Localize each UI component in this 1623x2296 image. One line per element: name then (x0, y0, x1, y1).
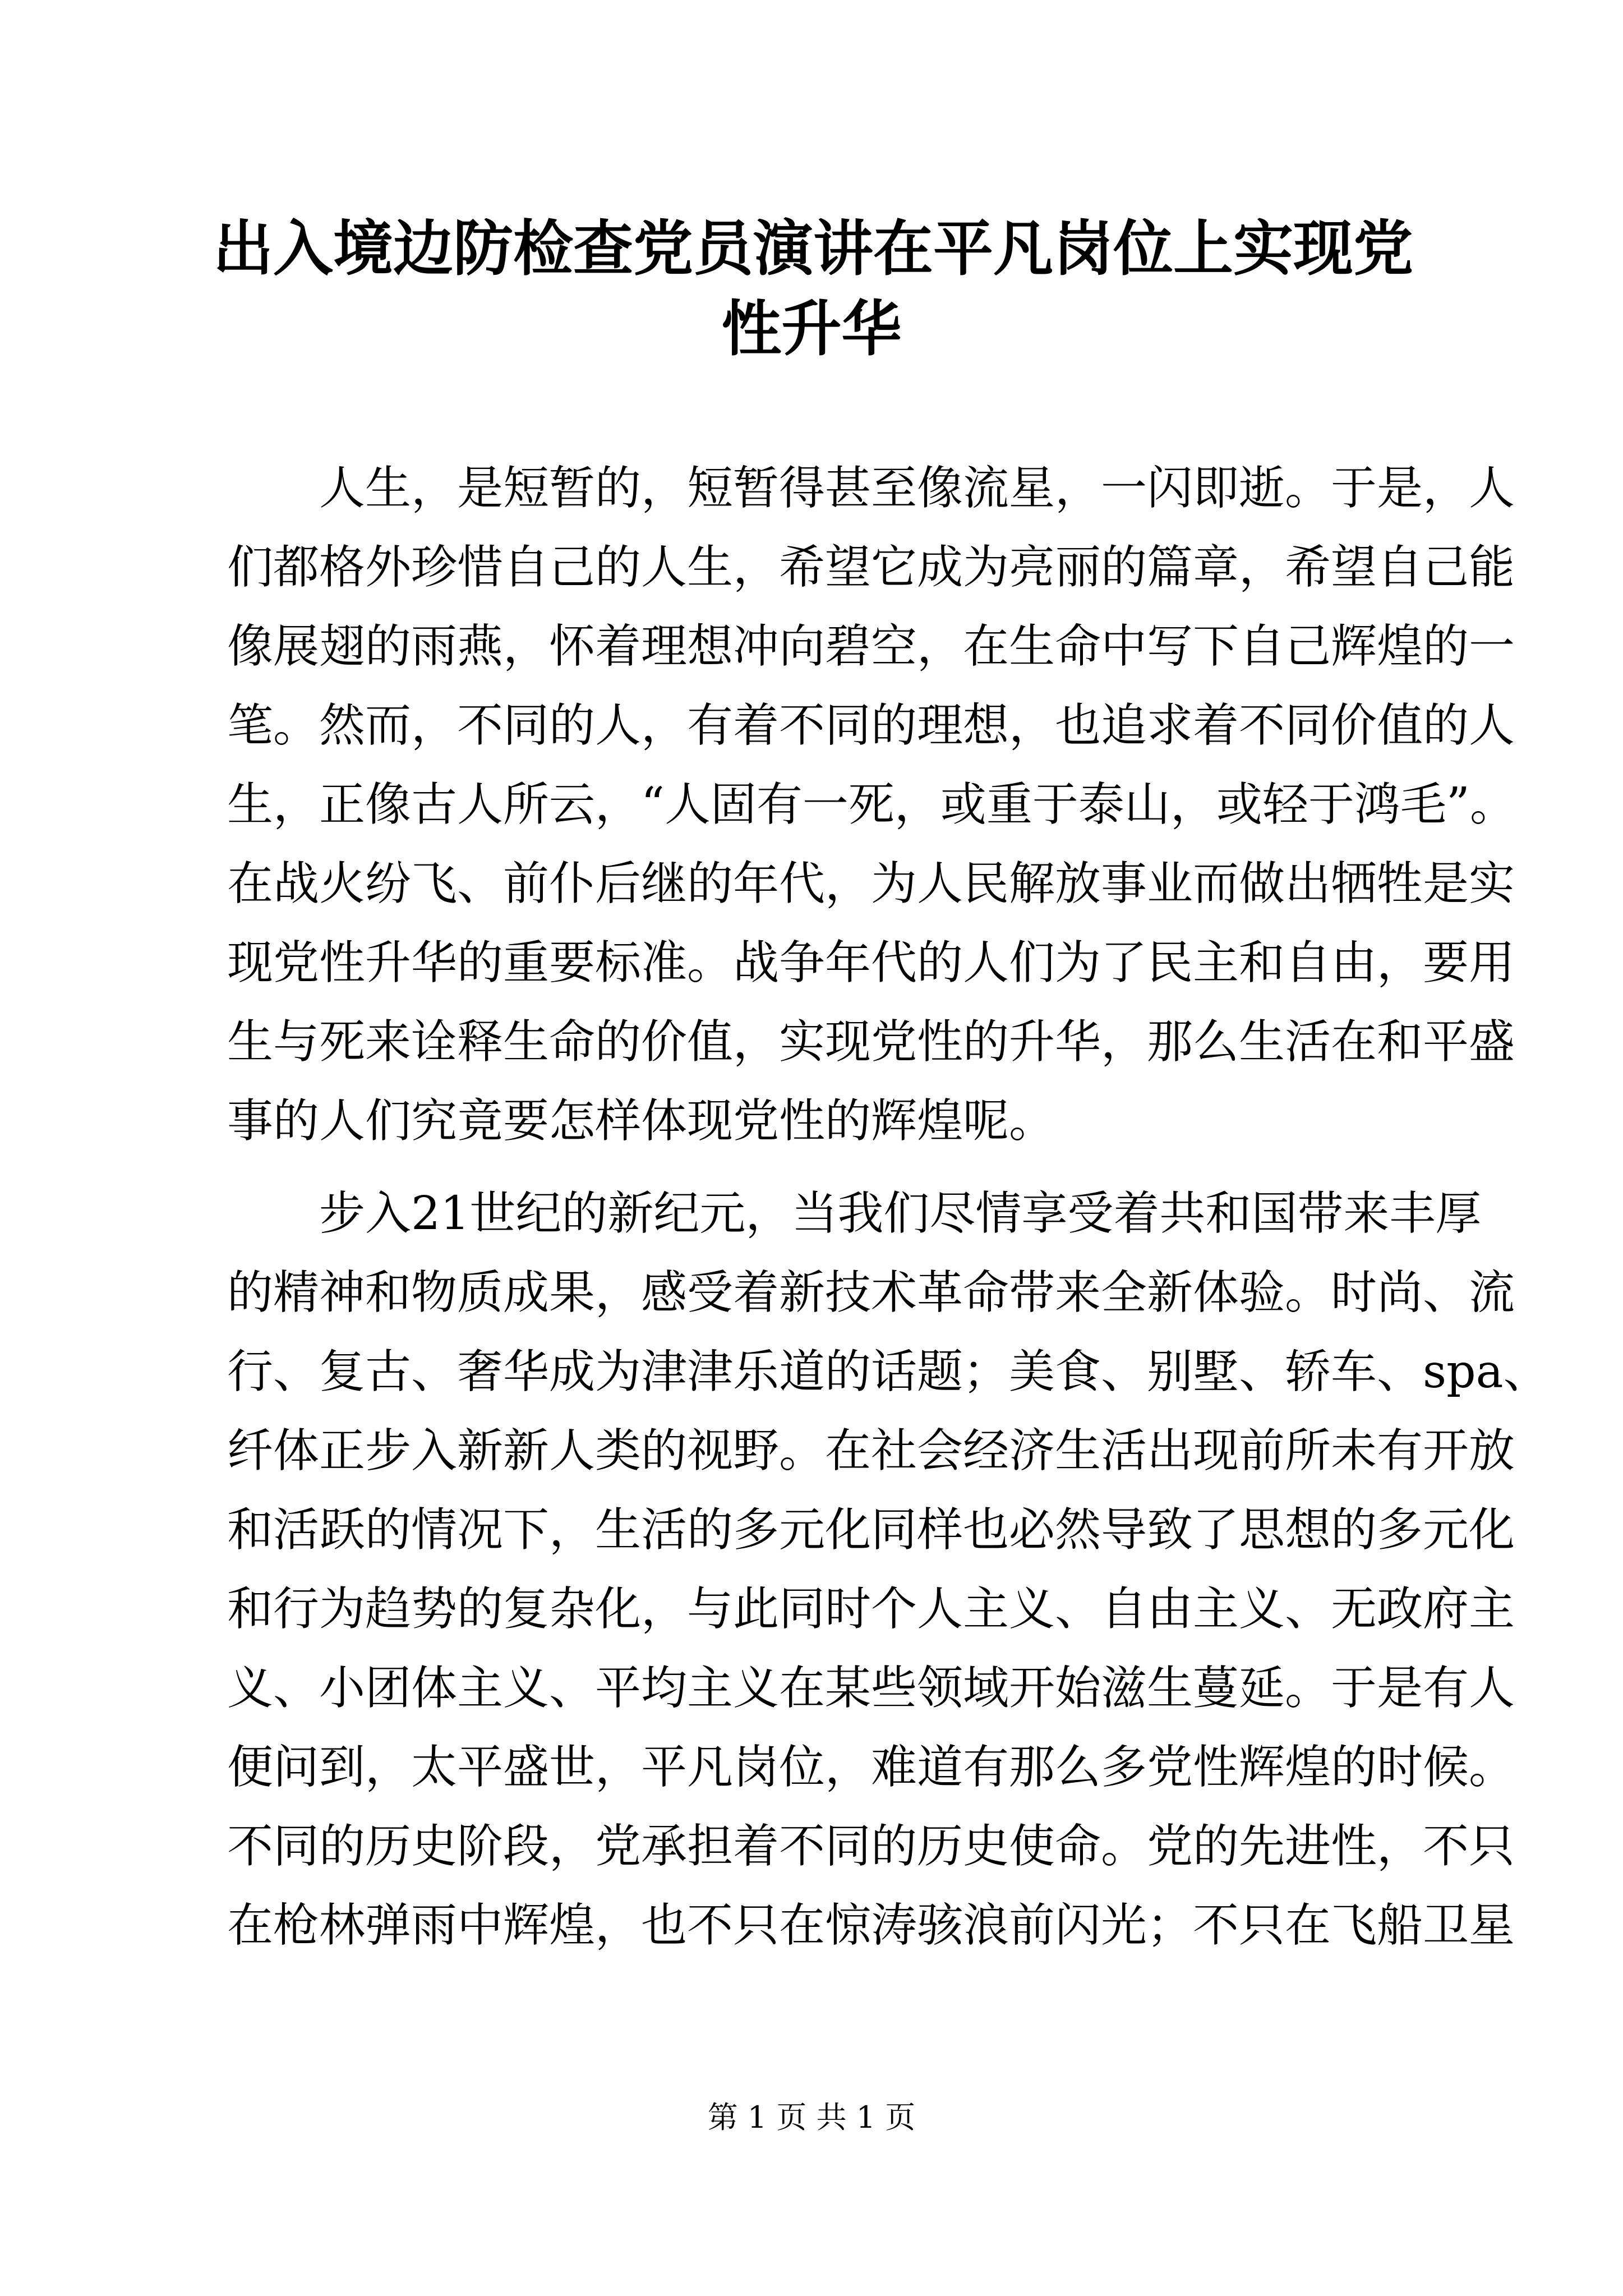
paragraph-line: 生，正像古人所云，“人固有一死，或重于泰山，或轻于鸿毛”。 (227, 778, 1516, 831)
page-footer: 第 1 页 共 1 页 (707, 2100, 916, 2135)
paragraph-line: 步入21世纪的新纪元，当我们尽情享受着共和国带来丰厚 (319, 1187, 1482, 1240)
paragraph-line: 现党性升华的重要标准。战争年代的人们为了民主和自由，要用 (227, 936, 1515, 990)
title-line-1: 出入境边防检查党员演讲在平凡岗位上实现党 (213, 214, 1414, 284)
paragraph-line: 事的人们究竟要怎样体现党性的辉煌呢。 (227, 1094, 1055, 1148)
title-line-2: 性升华 (721, 294, 902, 364)
paragraph-line: 人生，是短暂的，短暂得甚至像流星，一闪即逝。于是，人 (319, 462, 1515, 515)
document-title (213, 209, 1414, 369)
paragraph-line: 义、小团体主义、平均主义在某些领域开始滋生蔓延。于是有人 (227, 1662, 1515, 1715)
paragraph-line: 纤体正步入新新人类的视野。在社会经济生活出现前所未有开放 (227, 1424, 1515, 1478)
paragraph-line: 行、复古、奢华成为津津乐道的话题；美食、别墅、轿车、spa、 (227, 1345, 1550, 1398)
paragraph-line: 的精神和物质成果，感受着新技术革命带来全新体验。时尚、流 (227, 1266, 1515, 1319)
paragraph-line: 笔。然而，不同的人，有着不同的理想，也追求着不同价值的人 (227, 699, 1515, 752)
paragraph-line: 像展翅的雨燕，怀着理想冲向碧空，在生命中写下自己辉煌的一 (227, 620, 1515, 673)
paragraph-line: 便问到，太平盛世，平凡岗位，难道有那么多党性辉煌的时候。 (227, 1741, 1515, 1794)
paragraph-line: 生与死来诠释生命的价值，实现党性的升华，那么生活在和平盛 (227, 1015, 1515, 1069)
document-body (227, 449, 1550, 1965)
paragraph-1 (227, 449, 1516, 1161)
paragraph-line: 和活跃的情况下，生活的多元化同样也必然导致了思想的多元化 (227, 1503, 1515, 1557)
paragraph-2 (227, 1174, 1550, 1965)
paragraph-line: 不同的历史阶段，党承担着不同的历史使命。党的先进性，不只 (227, 1820, 1515, 1873)
paragraph-line: 在枪林弹雨中辉煌，也不只在惊涛骇浪前闪光；不只在飞船卫星 (227, 1899, 1515, 1952)
paragraph-line: 在战火纷飞、前仆后继的年代，为人民解放事业而做出牺牲是实 (227, 857, 1515, 910)
paragraph-line: 们都格外珍惜自己的人生，希望它成为亮丽的篇章，希望自己能 (227, 541, 1515, 594)
paragraph-line: 和行为趋势的复杂化，与此同时个人主义、自由主义、无政府主 (227, 1582, 1515, 1636)
